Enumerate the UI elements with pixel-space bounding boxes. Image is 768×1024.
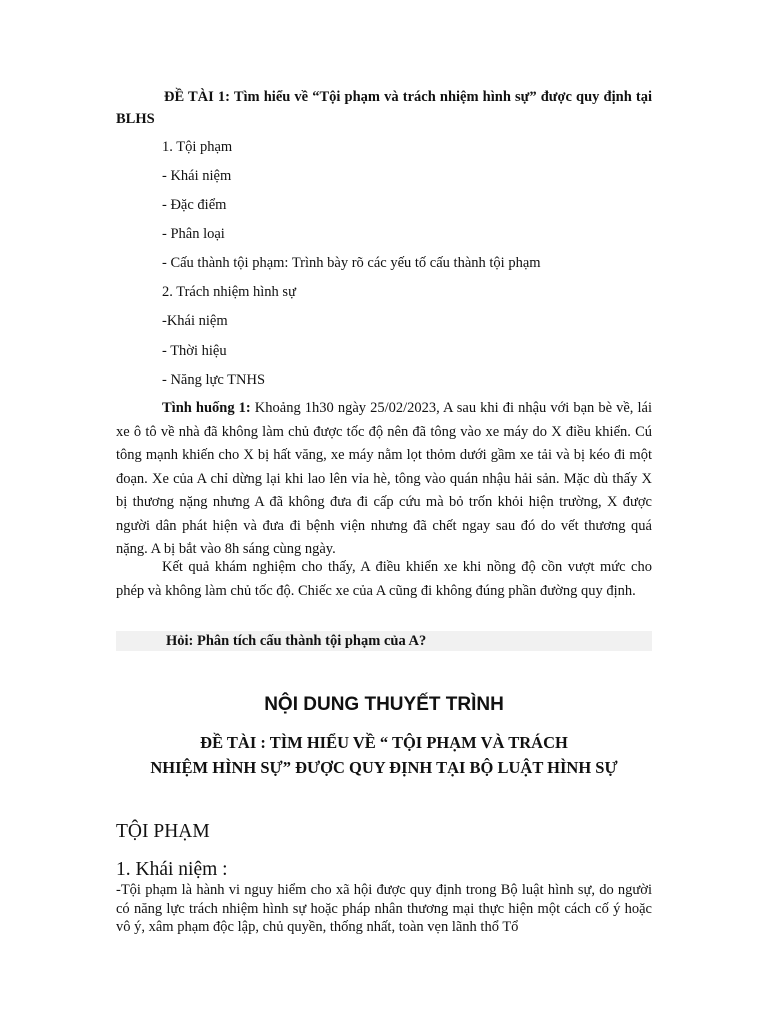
question-text: Hỏi: Phân tích cấu thành tội phạm của A? [166, 633, 427, 649]
section-title: TỘI PHẠM [116, 821, 210, 842]
situation-text: Khoảng 1h30 ngày 25/02/2023, A sau khi đi nhậu với bạn bè về, lái xe ô tô về nhà đã không làm chủ được tốc độ nên đã tông vào xe máy do X điều khiển. Cú tông mạnh khiến cho X bị hất văng, xe máy nằm lọt thỏm dưới gầm xe tải và bị kéo đi một đoạn. Xe của A chỉ dừng lại khi lao lên vỉa hè, tông vào quán nhậu hải sản. Mặc dù thấy X bị thương nặng nhưng A đã không đưa đi cấp cứu mà bỏ trốn khỏi hiện trường, X được người dân phát hiện và đưa đi bệnh viện nhưng đã chết ngay sau đó do vết thương quá nặng. A bị bắt vào 8h sáng cùng ngày. [116, 400, 652, 557]
outline-item-constitution: - Cấu thành tội phạm: Trình bày rõ các yếu tố cấu thành tội phạm [162, 255, 541, 271]
concept-body-text: -Tội phạm là hành vi nguy hiểm cho xã hội được quy định trong Bộ luật hình sự, do người có năng lực trách nhiệm hình sự hoặc pháp nhân thương mại thực hiện một cách cố ý hoặc vô ý, xâm phạm độc lập, chủ quyền, thống nhất, toàn vẹn lãnh thổ Tổ [116, 882, 652, 935]
outline-item-classification: - Phân loại [162, 226, 225, 242]
outline-item-capacity: - Năng lực TNHS [162, 372, 266, 388]
presentation-subheading-line2: NHIỆM HÌNH SỰ” ĐƯỢC QUY ĐỊNH TẠI BỘ LUẬT HÌNH SỰ [150, 758, 618, 777]
question-bar [116, 631, 652, 651]
outline-item-liability-concept: -Khái niệm [162, 313, 228, 329]
outline-item-statute-of-limitations: - Thời hiệu [162, 343, 227, 359]
situation-label: Tình huống 1: [162, 400, 251, 416]
subsection-title: 1. Khái niệm : [116, 859, 228, 880]
result-paragraph: Kết quả khám nghiệm cho thấy, A điều khiển xe khi nồng độ cồn vượt mức cho phép và không làm chủ tốc độ. Chiếc xe của A cũng đi không đúng phần đường quy định. [116, 559, 652, 599]
situation-paragraph [116, 397, 652, 562]
outline-item-characteristics: - Đặc điểm [162, 197, 227, 213]
presentation-heading: NỘI DUNG THUYẾT TRÌNH [264, 694, 504, 715]
presentation-subheading-line1: ĐỀ TÀI : TÌM HIỂU VỀ “ TỘI PHẠM VÀ TRÁCH [200, 733, 568, 752]
outline-item-criminal-liability: 2. Trách nhiệm hình sự [162, 284, 296, 300]
outline-item-crime: 1. Tội phạm [162, 139, 233, 155]
topic-title: ĐỀ TÀI 1: Tìm hiểu về “Tội phạm và trách nhiệm hình sự” được quy định tại BLHS [116, 89, 652, 127]
outline-item-concept: - Khái niệm [162, 168, 232, 184]
